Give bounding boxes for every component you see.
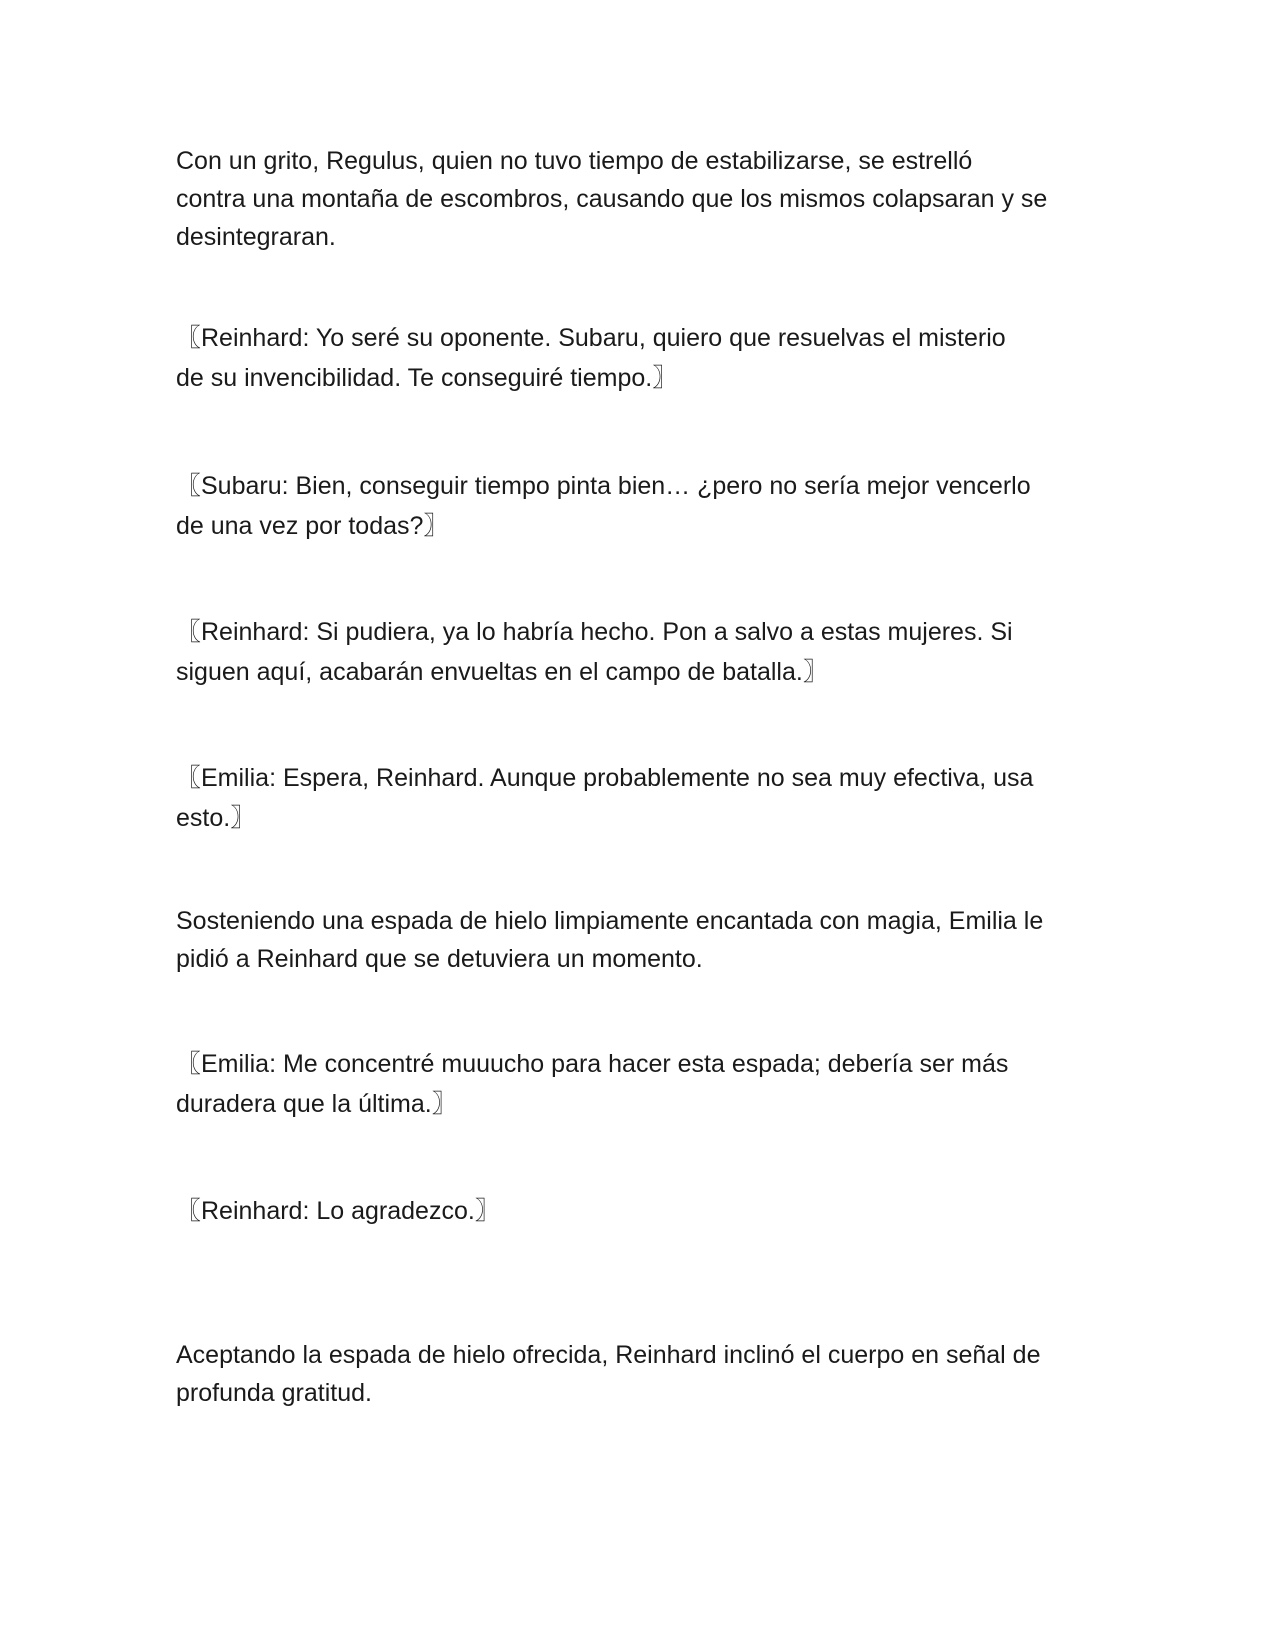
text-line: de su invencibilidad. Te conseguiré tiempo.〗 — [176, 364, 678, 392]
text-line: 〖Emilia: Espera, Reinhard. Aunque probablemente no sea muy efectiva, usa — [176, 764, 1034, 792]
text-line: pidió a Reinhard que se detuviera un momento. — [176, 945, 703, 973]
text-line: Sosteniendo una espada de hielo limpiamente encantada con magia, Emilia le — [176, 907, 1044, 935]
text-line: 〖Subaru: Bien, conseguir tiempo pinta bien… ¿pero no sería mejor vencerlo — [176, 472, 1031, 500]
text-line: Aceptando la espada de hielo ofrecida, Reinhard inclinó el cuerpo en señal de — [176, 1341, 1041, 1369]
paragraph-dialogue — [176, 1191, 1106, 1231]
text-line: 〖Reinhard: Yo seré su oponente. Subaru, quiero que resuelvas el misterio — [176, 324, 1006, 352]
text-line: 〖Reinhard: Lo agradezco.〗 — [176, 1197, 500, 1225]
paragraph-narration — [176, 1336, 1106, 1412]
text-line: de una vez por todas?〗 — [176, 512, 449, 540]
paragraph-dialogue — [176, 612, 1106, 692]
text-line: contra una montaña de escombros, causando que los mismos colapsaran y se — [176, 185, 1048, 213]
text-line: duradera que la última.〗 — [176, 1090, 457, 1118]
paragraph-dialogue — [176, 758, 1106, 838]
paragraph-dialogue — [176, 466, 1106, 546]
text-line: desintegraran. — [176, 223, 336, 251]
text-line: 〖Emilia: Me concentré muuucho para hacer esta espada; debería ser más — [176, 1050, 1009, 1078]
text-line: Con un grito, Regulus, quien no tuvo tiempo de estabilizarse, se estrelló — [176, 147, 973, 175]
paragraph-dialogue — [176, 1044, 1106, 1124]
paragraph-dialogue — [176, 318, 1106, 398]
text-line: profunda gratitud. — [176, 1379, 372, 1407]
paragraph-narration — [176, 142, 1106, 256]
text-line: esto.〗 — [176, 804, 256, 832]
text-line: 〖Reinhard: Si pudiera, ya lo habría hecho. Pon a salvo a estas mujeres. Si — [176, 618, 1013, 646]
paragraph-narration — [176, 902, 1106, 978]
text-line: siguen aquí, acabarán envueltas en el campo de batalla.〗 — [176, 658, 828, 686]
